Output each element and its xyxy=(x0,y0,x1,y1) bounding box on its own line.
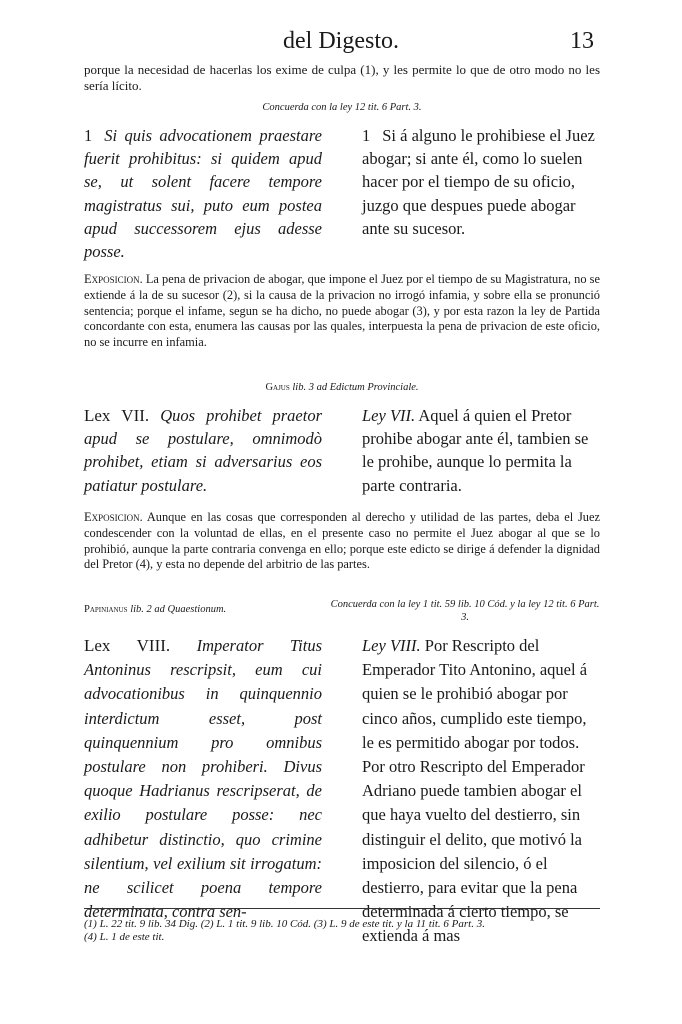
law-8-spanish xyxy=(362,634,600,949)
intro-concordance: Concuerda con la ley 12 tit. 6 Part. 3. xyxy=(262,102,422,113)
law-7-latin-text: Quos prohibet praetor apud se postulare, omnimodò prohibet, etiam si adversarius eos patiatur postulare. xyxy=(84,406,322,495)
exposicion-2-text: Aunque en las cosas que corresponden al derecho y utilidad de las partes, deba el Juez condescender con la voluntad de ellas, en el presente caso no permite el Juez abogar al que se lo prohibió, aunque la parte contraria convenga en ello; porque este edicto se dirige á defender la dignidad del Pretor (4), y esta no depende del arbitrio de las partes. xyxy=(84,510,600,572)
law-1-latin xyxy=(84,124,322,263)
source-papinianus xyxy=(84,598,600,624)
footnote-divider xyxy=(84,908,600,909)
exposicion-1 xyxy=(84,272,600,351)
law-7-latin xyxy=(84,404,322,497)
source-1-work: lib. 3 ad Edictum Provinciale. xyxy=(292,382,419,393)
law-8-latin-heading: Lex VIII. xyxy=(84,636,171,655)
law-1-columns xyxy=(84,124,600,263)
law-7-latin-heading: Lex VII. xyxy=(84,406,150,425)
law-1-spanish-text: Si á alguno le prohibiese el Juez abogar; si ante él, como lo suelen hacer por el tiempo de su oficio, juzgo que despues puede abogar ante su sucesor. xyxy=(362,126,595,238)
law-7-columns xyxy=(84,404,600,497)
page-number: 13 xyxy=(570,28,594,54)
page-header xyxy=(0,28,682,62)
law-1-spanish xyxy=(362,124,600,263)
source-2-concordance: Concuerda con la ley 1 tit. 59 lib. 10 Cód. y la ley 12 tit. 6 Part. 3. xyxy=(330,599,600,623)
running-title: del Digesto. xyxy=(283,28,399,54)
source-2-citation xyxy=(84,598,322,624)
source-2-work: lib. 2 ad Quaestionum. xyxy=(130,604,227,615)
intro-text: porque la necesidad de hacerlas los exime de culpa (1), y les permite lo que de otro modo no les sería lícito. xyxy=(84,62,600,93)
law-1-latin-number: 1 xyxy=(84,126,93,145)
law-8-latin xyxy=(84,634,322,949)
source-1-author: Gajus xyxy=(265,382,290,393)
law-8-columns xyxy=(84,634,600,949)
law-1-spanish-number: 1 xyxy=(362,126,371,145)
law-7-spanish-text: Aquel á quien el Pretor prohibe abogar ante él, tambien se le prohibe, aunque lo permita la parte contraria. xyxy=(362,406,589,495)
law-7-spanish-heading: Ley VII. xyxy=(362,406,416,425)
footnote-line-2: (4) L. 1 de este tit. xyxy=(84,931,165,943)
exposicion-2-label: Exposicion. xyxy=(84,510,143,524)
law-7-spanish xyxy=(362,404,600,497)
exposicion-1-text: La pena de privacion de abogar, que impone el Juez por el tiempo de su Magistratura, no se extiende á la de su sucesor (2), si la causa de la privacion no irrogó infamia, y sobre ella se pronunció sentencia; porque el infame, segun se ha dicho, no puede abogar (3), y por esta razon la ley de Partida concordante con esta, enumera las causas por las quales, interpuesta la pena de privacion de este oficio, no se incurre en infamia. xyxy=(84,272,600,350)
footnote-line-1: (1) L. 22 tit. 9 lib. 34 Dig. (2) L. 1 tit. 9 lib. 10 Cód. (3) L. 9 de este tit. y la 11 tit. 6 Part. 3. xyxy=(84,918,485,930)
exposicion-2 xyxy=(84,510,600,573)
law-8-spanish-heading: Ley VIII. xyxy=(362,636,421,655)
law-8-spanish-text: Por Rescripto del Emperador Tito Antonino, aquel á quien se le prohibió abogar por cinco años, cumplido este tiempo, le es permitido abogar por todos. Por otro Rescripto del Emperador Adriano puede tambien abogar el que haya vuelto del destierro, sin distinguir el delito, que motivó la imposicion del silencio, ó el destierro, para evitar que la pena determinada á cierto tiempo, se extienda á mas xyxy=(362,636,588,946)
source-gajus xyxy=(84,382,600,393)
source-2-author: Papinianus xyxy=(84,604,128,615)
law-8-latin-text: Imperator Titus Antoninus rescripsit, eum cui advocationibus in quinquennio interdictum esset, post quinquennium pro omnibus postulare non prohiberi. Divus quoque Hadrianus rescripserat, de exilio postulare posse: nec adhibetur distinctio, quo crimine silentium, vel exilium sit irrogatum: ne scilicet poena tempore determinata, contra sen- xyxy=(84,636,322,922)
exposicion-1-label: Exposicion. xyxy=(84,272,143,286)
intro-paragraph xyxy=(84,62,600,116)
law-1-latin-text: Si quis advocationem praestare fuerit prohibitus: si quidem apud se, ut solent facere tempore magistratus sui, puto eum postea apud successorem ejus adesse posse. xyxy=(84,126,322,262)
footnotes xyxy=(84,918,604,944)
